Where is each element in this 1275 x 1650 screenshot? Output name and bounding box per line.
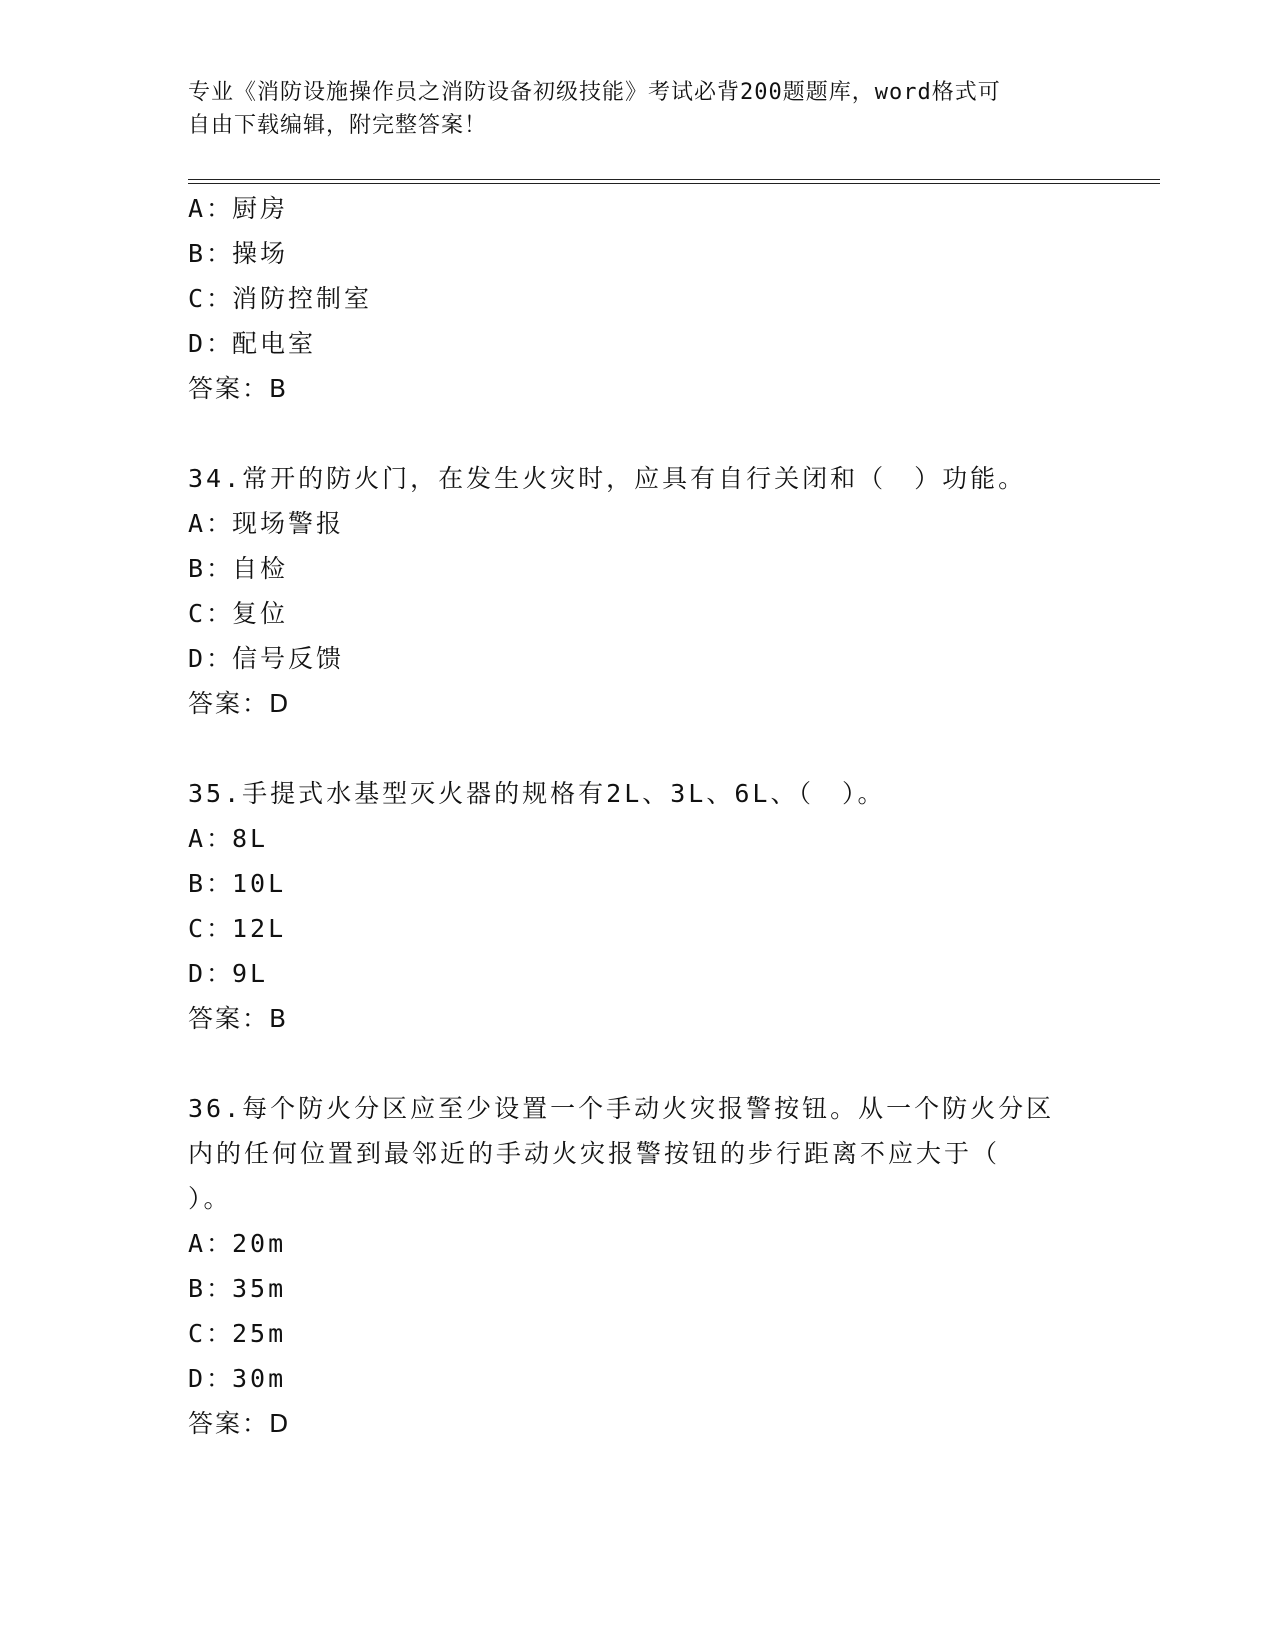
q35-option-d: D：9L	[188, 959, 269, 988]
q35-option-a: A：8L	[188, 824, 269, 853]
header-line-2: 自由下载编辑，附完整答案！	[188, 113, 488, 138]
q33-option-c: C：消防控制室	[188, 284, 373, 313]
q34-option-a: A：现场警报	[188, 509, 345, 538]
q36-option-b: B：35m	[188, 1274, 287, 1303]
q33-answer: 答案：B	[188, 374, 289, 403]
q34-option-c: C：复位	[188, 599, 289, 628]
q34-stem: 34.常开的防火门，在发生火灾时，应具有自行关闭和（ ）功能。	[188, 464, 1027, 493]
q33-option-b: B：操场	[188, 239, 289, 268]
q33-option-a: A：厨房	[188, 194, 289, 223]
q36-answer: 答案：D	[188, 1409, 291, 1438]
header-divider-bottom	[188, 183, 1160, 184]
header-line-1: 专业《消防设施操作员之消防设备初级技能》考试必背200题题库，word格式可	[188, 80, 1001, 105]
q36-stem-line-1: 36.每个防火分区应至少设置一个手动火灾报警按钮。从一个防火分区	[188, 1094, 1055, 1123]
q36-option-a: A：20m	[188, 1229, 287, 1258]
document-header	[188, 76, 1088, 142]
q36-stem-line-2: 内的任何位置到最邻近的手动火灾报警按钮的步行距离不应大于（	[188, 1139, 1001, 1168]
q34-option-b: B：自检	[188, 554, 289, 583]
q36-option-c: C：25m	[188, 1319, 287, 1348]
q36-option-d: D：30m	[188, 1364, 287, 1393]
q35-option-c: C：12L	[188, 914, 287, 943]
q34-option-d: D：信号反馈	[188, 644, 345, 673]
q36-stem-line-3: ）。	[188, 1184, 232, 1213]
q35-stem: 35.手提式水基型灭火器的规格有2L、3L、6L、（ ）。	[188, 779, 886, 808]
q33-option-d: D：配电室	[188, 329, 317, 358]
header-divider-top	[188, 179, 1160, 180]
q35-answer: 答案：B	[188, 1004, 289, 1033]
q35-option-b: B：10L	[188, 869, 287, 898]
q34-answer: 答案：D	[188, 689, 291, 718]
